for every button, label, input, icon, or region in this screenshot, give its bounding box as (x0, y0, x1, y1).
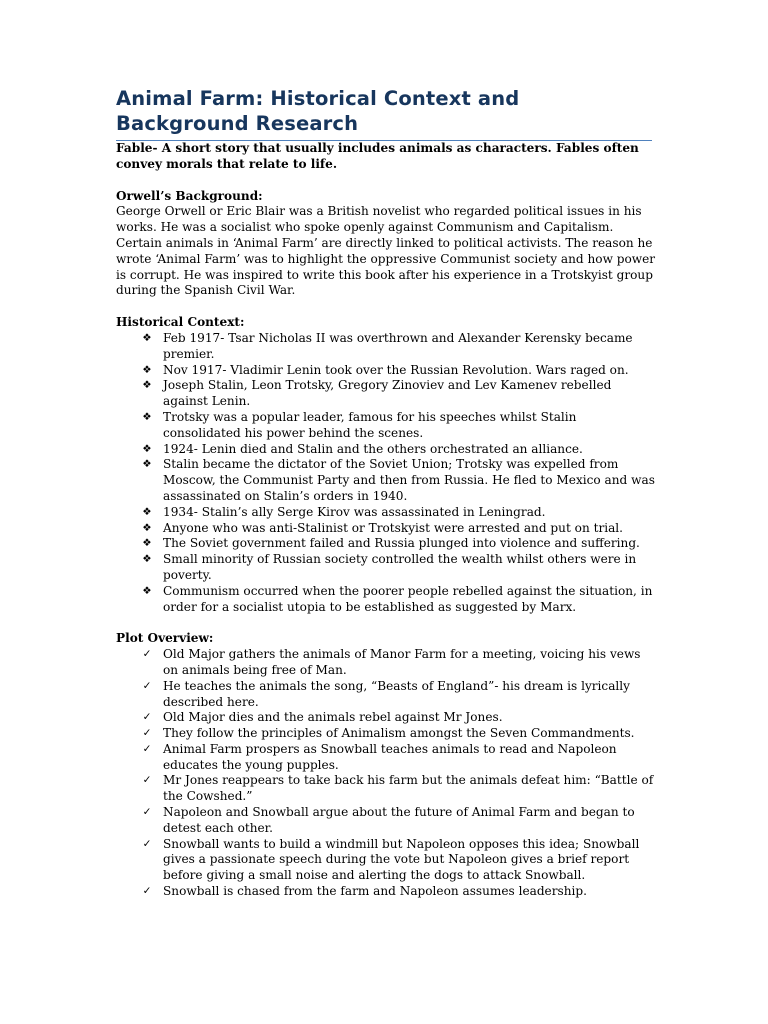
document-title: Animal Farm: Historical Context and Background Research (116, 86, 652, 141)
list-item (116, 837, 656, 884)
four-diamond-bullet-icon: ❖ (142, 521, 152, 534)
list-item-text: Feb 1917- Tsar Nicholas II was overthrown and Alexander Kerensky became premier. (163, 330, 633, 361)
list-item (116, 584, 656, 616)
list-item (116, 505, 656, 521)
list-item-text: Small minority of Russian society controlled the wealth whilst others were in poverty. (163, 552, 637, 582)
list-item (116, 742, 656, 774)
four-diamond-bullet-icon: ❖ (142, 553, 152, 566)
list-item (116, 884, 656, 900)
four-diamond-bullet-icon: ❖ (142, 331, 152, 344)
orwell-background-text: George Orwell or Eric Blair was a British novelist who regarded political issues in his works. He was a socialist who spoke openly against Communism and Capitalism. Certain animals in ‘Animal Farm’ are directly linked to political activists. The reason he wrote ‘Animal Farm’ was to highlight the oppressive Communist society and how power is corrupt. He was inspired to write this book after his experience in a Trotskyist group during the Spanish Civil War. (116, 204, 656, 298)
check-mark-icon: ✓ (142, 648, 152, 661)
check-mark-icon: ✓ (142, 806, 152, 819)
list-item (116, 552, 656, 584)
list-item-text: Anyone who was anti-Stalinist or Trotskyist were arrested and put on trial. (163, 520, 624, 535)
list-item-text: Stalin became the dictator of the Soviet Union; Trotsky was expelled from Moscow, the Communist Party and then from Russia. He fled to Mexico and was assassinated on Stalin’s orders in 1940. (163, 457, 655, 503)
list-item (116, 378, 656, 410)
list-item (116, 536, 656, 552)
check-mark-icon: ✓ (142, 774, 152, 787)
list-item (116, 710, 656, 726)
check-mark-icon: ✓ (142, 837, 152, 850)
list-item-text: Joseph Stalin, Leon Trotsky, Gregory Zinoviev and Lev Kamenev rebelled against Lenin. (163, 378, 612, 409)
four-diamond-bullet-icon: ❖ (142, 584, 152, 597)
four-diamond-bullet-icon: ❖ (142, 442, 152, 455)
plot-overview-list (116, 647, 656, 900)
document-page (116, 86, 656, 900)
four-diamond-bullet-icon: ❖ (142, 363, 152, 376)
check-mark-icon: ✓ (142, 679, 152, 692)
orwell-background-heading: Orwell’s Background: (116, 188, 263, 203)
list-item-text: Communism occurred when the poorer people rebelled against the situation, in order for a socialist utopia to be established as suggested by Marx. (163, 583, 653, 614)
four-diamond-bullet-icon: ❖ (142, 537, 152, 550)
list-item (116, 331, 656, 363)
list-item-text: Nov 1917- Vladimir Lenin took over the Russian Revolution. Wars raged on. (163, 362, 629, 377)
list-item (116, 363, 656, 379)
four-diamond-bullet-icon: ❖ (142, 379, 152, 392)
list-item-text: 1934- Stalin’s ally Serge Kirov was assassinated in Leningrad. (163, 504, 546, 519)
list-item-text: Napoleon and Snowball argue about the future of Animal Farm and began to detest each other. (163, 805, 635, 835)
list-item-text: Old Major dies and the animals rebel against Mr Jones. (163, 710, 503, 725)
list-item (116, 521, 656, 537)
list-item-text: He teaches the animals the song, “Beasts of England”- his dream is lyrically described here. (163, 678, 630, 709)
list-item (116, 647, 656, 679)
list-item (116, 726, 656, 742)
fable-definition: Fable- A short story that usually includes animals as characters. Fables often convey morals that relate to life. (116, 141, 639, 171)
four-diamond-bullet-icon: ❖ (142, 458, 152, 471)
list-item-text: Trotsky was a popular leader, famous for his speeches whilst Stalin consolidated his power behind the scenes. (163, 409, 577, 440)
list-item-text: 1924- Lenin died and Stalin and the others orchestrated an alliance. (163, 441, 583, 456)
list-item (116, 442, 656, 458)
list-item-text: Snowball is chased from the farm and Napoleon assumes leadership. (163, 884, 587, 899)
plot-overview-heading: Plot Overview: (116, 631, 214, 646)
check-mark-icon: ✓ (142, 727, 152, 740)
list-item-text: Snowball wants to build a windmill but Napoleon opposes this idea; Snowball gives a passionate speech during the vote but Napoleon gives a brief report before giving a small noise and alerting the dogs to attack Snowball. (163, 836, 640, 883)
check-mark-icon: ✓ (142, 885, 152, 898)
historical-context-heading: Historical Context: (116, 315, 245, 330)
list-item (116, 805, 656, 837)
list-item (116, 773, 656, 805)
check-mark-icon: ✓ (142, 711, 152, 724)
list-item (116, 410, 656, 442)
list-item-text: They follow the principles of Animalism amongst the Seven Commandments. (163, 726, 635, 741)
check-mark-icon: ✓ (142, 742, 152, 755)
list-item-text: Mr Jones reappears to take back his farm but the animals defeat him: “Battle of the Cowshed.” (163, 773, 654, 804)
four-diamond-bullet-icon: ❖ (142, 410, 152, 423)
list-item-text: Old Major gathers the animals of Manor Farm for a meeting, voicing his vews on animals being free of Man. (163, 647, 641, 677)
list-item (116, 679, 656, 711)
list-item (116, 457, 656, 504)
list-item-text: The Soviet government failed and Russia plunged into violence and suffering. (163, 536, 640, 551)
historical-context-list (116, 331, 656, 615)
four-diamond-bullet-icon: ❖ (142, 505, 152, 518)
list-item-text: Animal Farm prospers as Snowball teaches animals to read and Napoleon educates the young pupples. (163, 741, 617, 772)
